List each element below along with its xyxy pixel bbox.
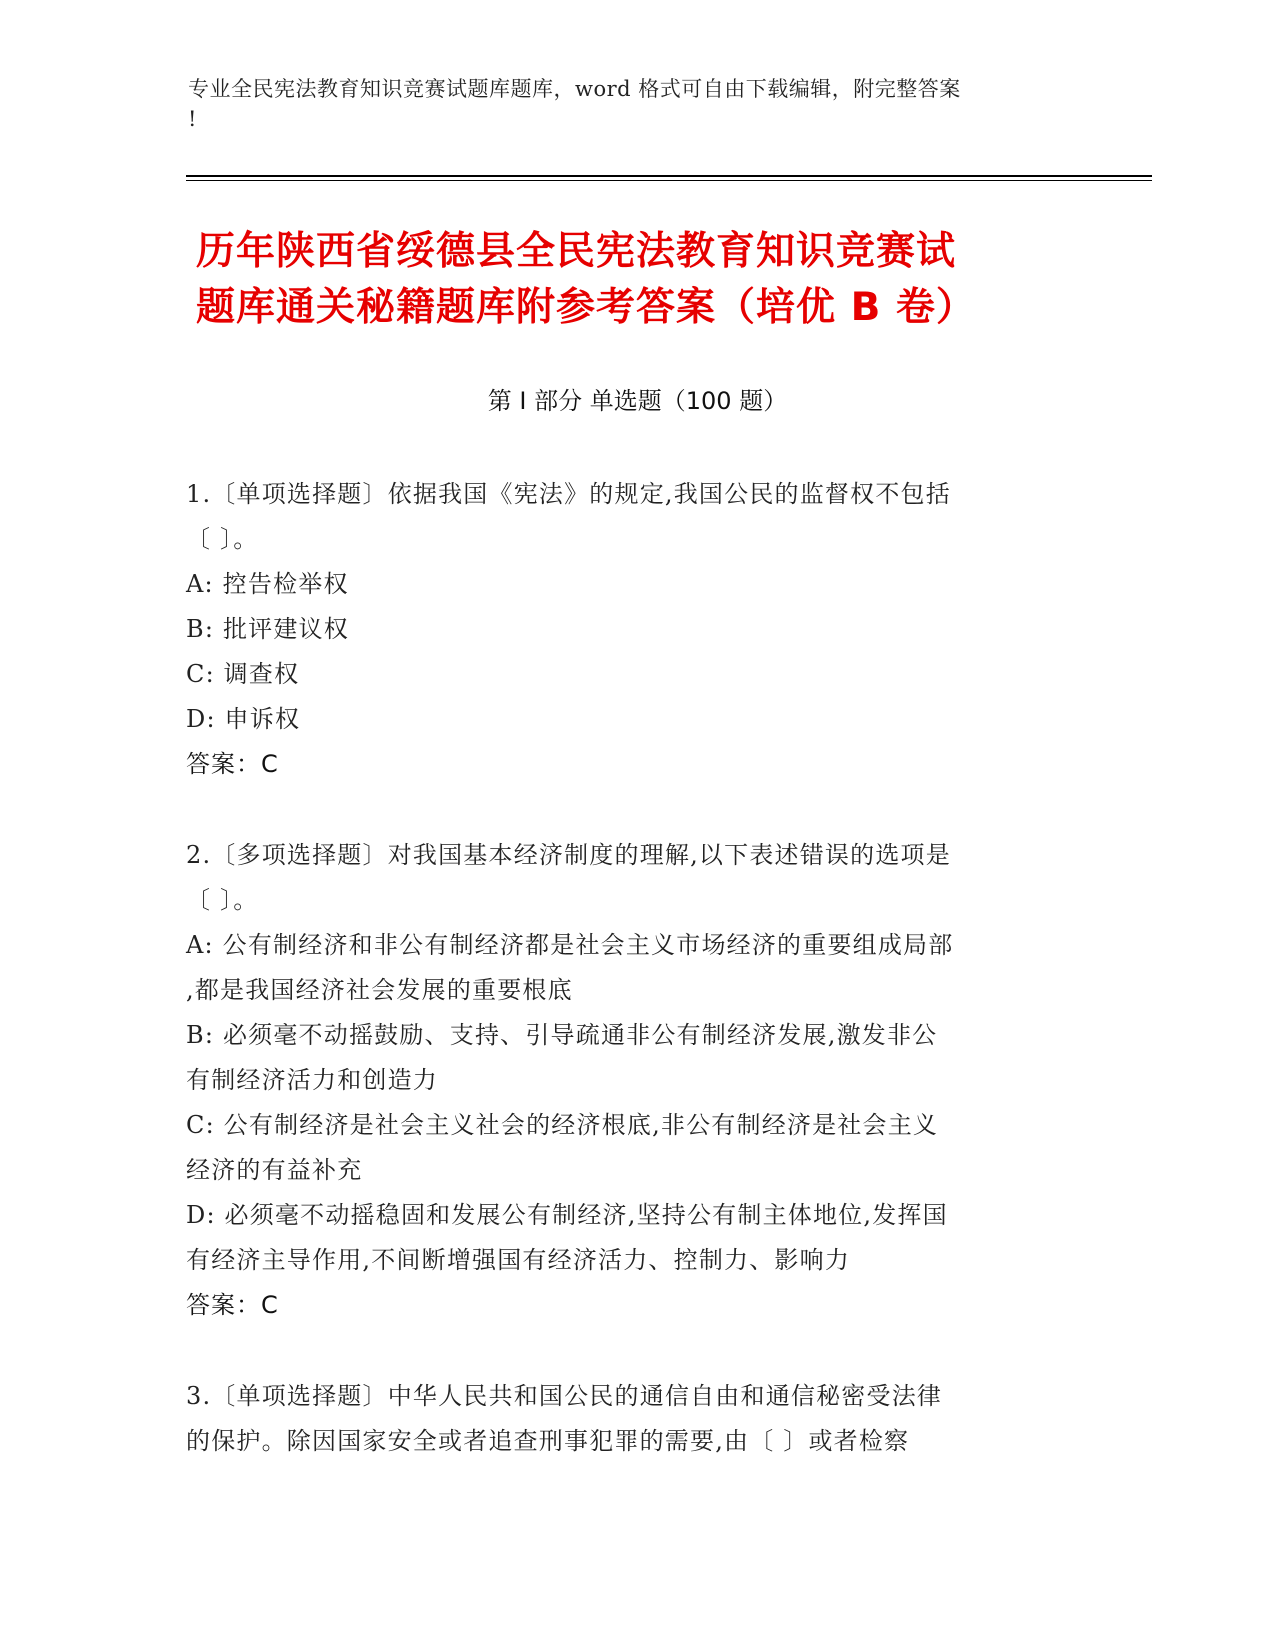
option-d: D: 必须毫不动摇稳固和发展公有制经济,坚持公有制主体地位,发挥国 [186, 1201, 948, 1229]
option-b-continued: 有制经济活力和创造力 [186, 1066, 438, 1094]
question-list [186, 472, 1066, 1510]
question-item [186, 472, 1066, 787]
document-title-line: 历年陕西省绥德县全民宪法教育知识竞赛试 [196, 229, 957, 274]
option-a: A: 公有制经济和非公有制经济都是社会主义市场经济的重要组成局部 [186, 931, 954, 959]
header-divider [186, 175, 1152, 177]
header-note [188, 74, 1068, 134]
option-b: B: 必须毫不动摇鼓励、支持、引导疏通非公有制经济发展,激发非公 [186, 1021, 938, 1049]
option-c: C: 调查权 [186, 660, 300, 688]
question-item [186, 1374, 1066, 1464]
question-item [186, 833, 1066, 1328]
question-stem: 3.〔单项选择题〕中华人民共和国公民的通信自由和通信秘密受法律 [186, 1382, 943, 1410]
document-title [196, 224, 1076, 336]
question-stem: 2.〔多项选择题〕对我国基本经济制度的理解,以下表述错误的选项是 [186, 841, 951, 869]
section-heading: 第 I 部分 单选题（100 题） [487, 387, 788, 415]
answer: 答案：C [186, 1291, 279, 1319]
answer: 答案：C [186, 750, 279, 778]
question-stem: 〔 〕。 [186, 525, 259, 553]
document-title-line: 题库通关秘籍题库附参考答案（培优 B 卷） [196, 285, 976, 330]
header-note-line: 专业全民宪法教育知识竞赛试题库题库，word 格式可自由下载编辑，附完整答案 [188, 77, 961, 101]
question-stem: 的保护。除因国家安全或者追查刑事犯罪的需要,由〔 〕或者检察 [186, 1427, 910, 1455]
question-stem: 1.〔单项选择题〕依据我国《宪法》的规定,我国公民的监督权不包括 [186, 480, 951, 508]
header-note-line: ! [188, 107, 197, 131]
question-stem: 〔 〕。 [186, 886, 259, 914]
option-c-continued: 经济的有益补充 [186, 1156, 363, 1184]
option-d-continued: 有经济主导作用,不间断增强国有经济活力、控制力、影响力 [186, 1246, 851, 1274]
option-d: D: 申诉权 [186, 705, 301, 733]
option-b: B: 批评建议权 [186, 615, 349, 643]
header-divider [186, 180, 1152, 181]
option-a-continued: ,都是我国经济社会发展的重要根底 [186, 976, 573, 1004]
option-a: A: 控告检举权 [186, 570, 349, 598]
option-c: C: 公有制经济是社会主义社会的经济根底,非公有制经济是社会主义 [186, 1111, 939, 1139]
